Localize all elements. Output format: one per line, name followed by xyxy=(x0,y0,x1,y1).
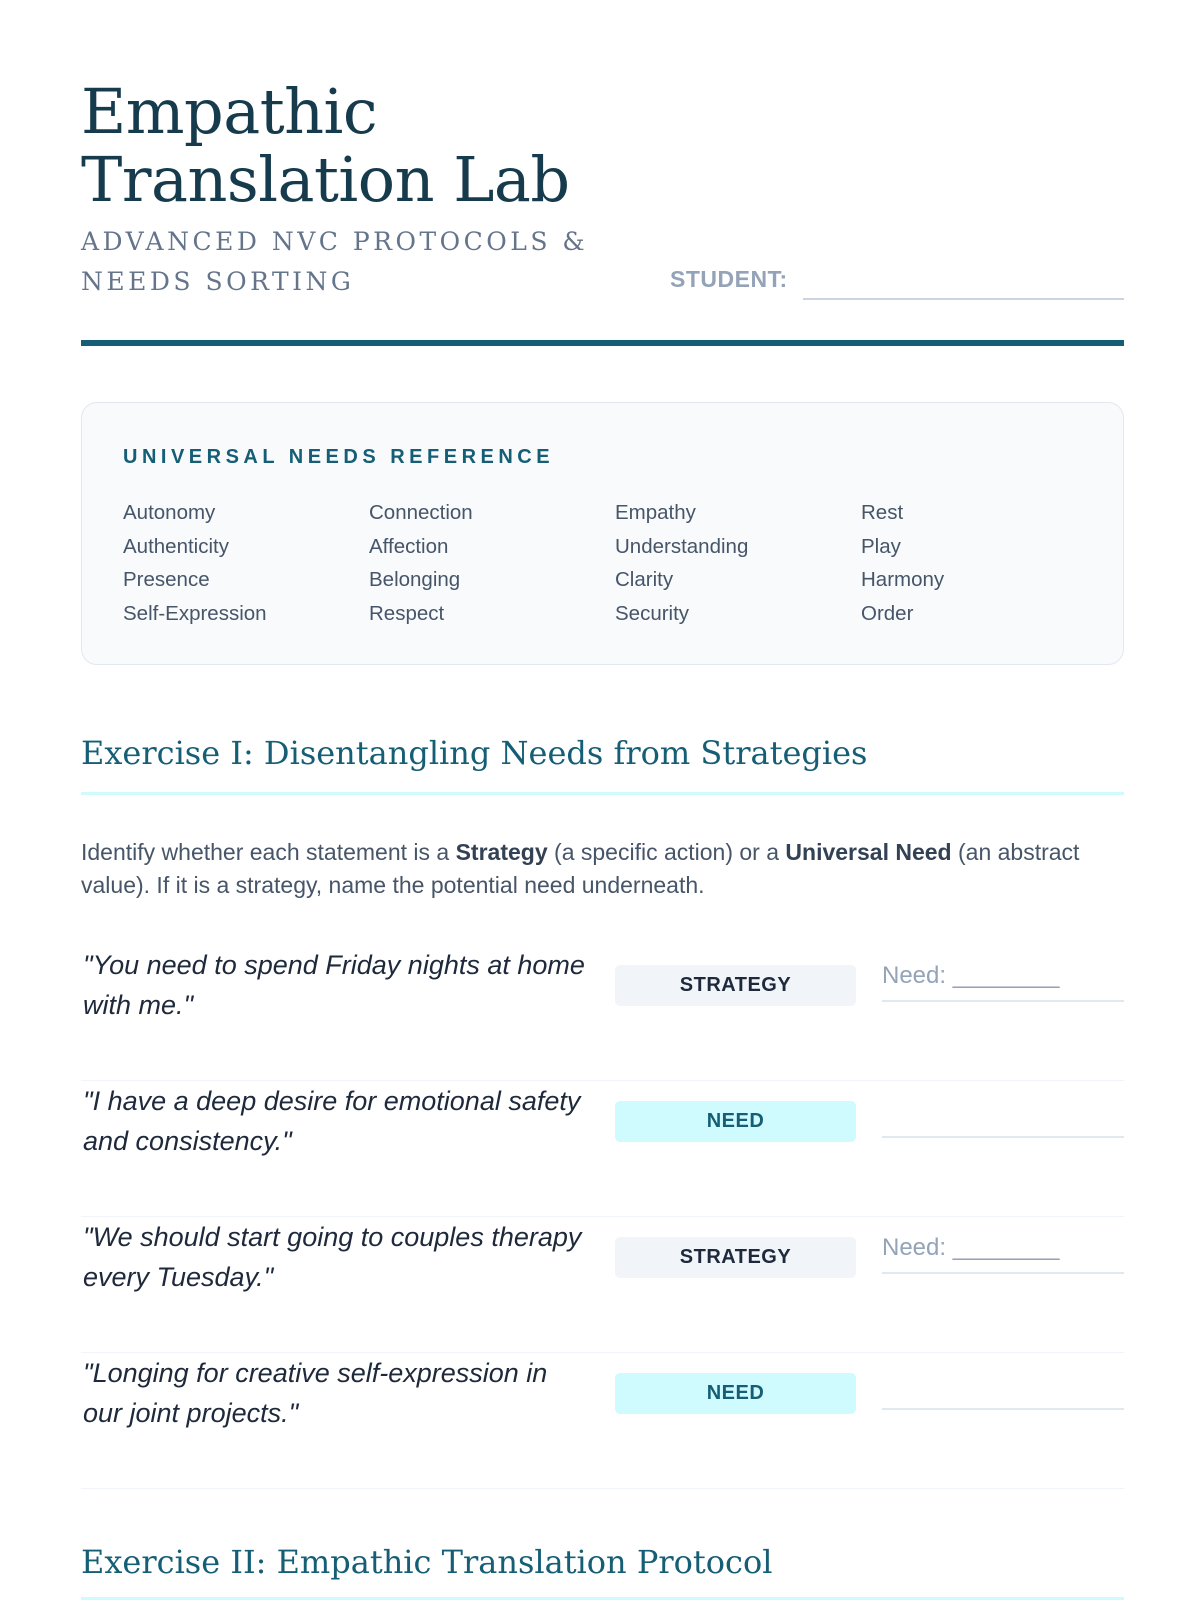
need-item: Understanding xyxy=(615,534,749,558)
intro-text: (a specific action) or a xyxy=(547,839,786,865)
statement-text: "I have a deep desire for emotional safety and consistency." xyxy=(83,1086,581,1156)
need-answer-prompt: Need: ________ xyxy=(882,962,1060,989)
student-name-field[interactable] xyxy=(803,298,1124,300)
need-item: Affection xyxy=(369,534,449,558)
page-subtitle: ADVANCED NVC PROTOCOLS & NEEDS SORTING xyxy=(81,227,589,296)
statement-row xyxy=(81,945,1124,1081)
statement-text: "You need to spend Friday nights at home with me." xyxy=(83,950,585,1020)
need-item: Play xyxy=(861,534,901,558)
needs-column xyxy=(123,496,369,630)
need-item: Harmony xyxy=(861,568,945,591)
need-item: Presence xyxy=(123,568,210,591)
needs-reference-box xyxy=(81,402,1124,665)
need-badge[interactable]: NEED xyxy=(615,1101,856,1142)
statement-row xyxy=(81,1081,1124,1217)
need-item: Clarity xyxy=(615,568,674,591)
need-item: Security xyxy=(615,601,690,625)
exercise-1-title: Exercise I: Disentangling Needs from Strategies xyxy=(81,734,868,772)
need-answer-field[interactable] xyxy=(882,1234,1124,1274)
statement-row xyxy=(81,1217,1124,1353)
intro-text: (an abstract value). If it is a strategy, name the potential need underneath. xyxy=(81,839,1080,898)
need-answer-field[interactable] xyxy=(882,1370,1124,1410)
statement-text: "Longing for creative self-expression in our joint projects." xyxy=(83,1358,548,1428)
need-item: Order xyxy=(861,601,914,625)
need-item: Connection xyxy=(369,501,473,524)
strategy-badge[interactable]: STRATEGY xyxy=(615,965,856,1006)
need-item: Rest xyxy=(861,501,904,524)
intro-strategy-term: Strategy xyxy=(455,839,548,865)
need-answer-field[interactable] xyxy=(882,1098,1124,1138)
need-item: Autonomy xyxy=(123,501,216,524)
need-item: Empathy xyxy=(615,501,696,524)
statement-text: "We should start going to couples therapy every Tuesday." xyxy=(83,1222,582,1292)
need-answer-prompt: Need: ________ xyxy=(882,1234,1060,1261)
exercise-2-title: Exercise II: Empathic Translation Protocol xyxy=(81,1543,773,1581)
header-divider xyxy=(81,340,1124,346)
needs-column xyxy=(615,496,861,630)
needs-column xyxy=(369,496,615,630)
needs-column xyxy=(861,496,1103,630)
intro-text: Identify whether each statement is a xyxy=(81,839,456,865)
exercise-1-divider xyxy=(81,792,1124,795)
need-item: Respect xyxy=(369,601,445,625)
strategy-badge[interactable]: STRATEGY xyxy=(615,1237,856,1278)
intro-need-term: Universal Need xyxy=(785,839,952,865)
need-badge[interactable]: NEED xyxy=(615,1373,856,1414)
need-item: Self-Expression xyxy=(123,601,267,625)
need-item: Belonging xyxy=(369,568,461,591)
reference-title: UNIVERSAL NEEDS REFERENCE xyxy=(123,446,555,468)
need-answer-field[interactable] xyxy=(882,962,1124,1002)
statement-row xyxy=(81,1353,1124,1489)
need-item: Authenticity xyxy=(123,534,229,558)
exercise-1-instructions xyxy=(81,836,1124,902)
page-title: Empathic Translation Lab xyxy=(81,75,570,216)
needs-grid xyxy=(123,496,1103,630)
student-label: STUDENT: xyxy=(670,266,788,292)
